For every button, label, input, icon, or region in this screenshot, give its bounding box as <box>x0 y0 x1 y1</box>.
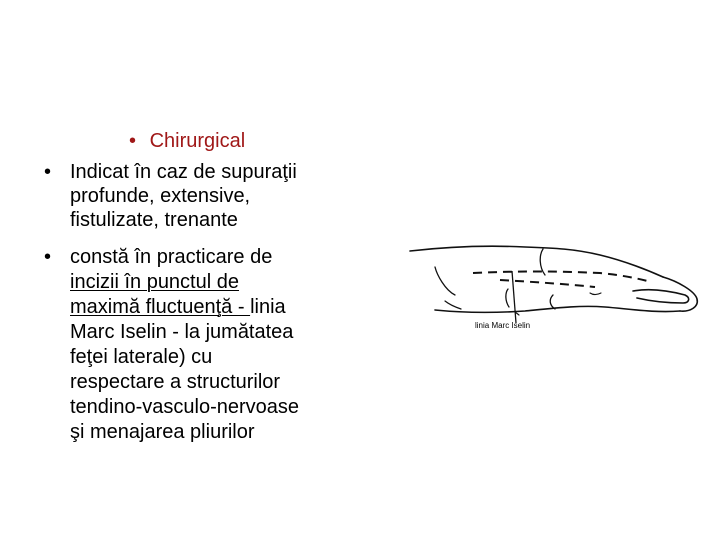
heading-bullet: • <box>129 130 137 152</box>
bullet-2: • <box>44 246 52 268</box>
item-1-line-1: Indicat în caz de supuraţii <box>70 161 297 183</box>
item-2-line-8: şi menajarea pliurilor <box>70 421 255 443</box>
heading-line <box>129 129 245 154</box>
bullet-1: • <box>44 161 52 183</box>
item-2-line-4: Marc Iselin - la jumătatea <box>70 321 294 343</box>
item-2-line-7: tendino-vasculo-nervoase <box>70 396 300 418</box>
item-2-underlined-2: maximă fluctuenţă - <box>70 296 251 318</box>
item-2-underlined-1: incizii în punctul de <box>70 271 239 293</box>
item-2-line-2 <box>70 270 239 295</box>
finger-figure <box>405 235 705 350</box>
item-2-line-6: respectare a structurilor <box>70 371 281 393</box>
item-2-line-5: feţei laterale) cu <box>70 346 213 368</box>
figure-label: linia Marc Iselin <box>475 321 531 330</box>
item-2-line-1: constă în practicare de <box>70 246 273 268</box>
item-2-line-3 <box>70 295 286 320</box>
item-2-line-3-rest: linia <box>250 296 286 318</box>
item-1-line-3: fistulizate, trenante <box>70 209 238 231</box>
item-1-line-2: profunde, extensive, <box>70 185 251 207</box>
heading-text: Chirurgical <box>149 130 246 152</box>
finger-drawing-icon <box>405 235 705 350</box>
